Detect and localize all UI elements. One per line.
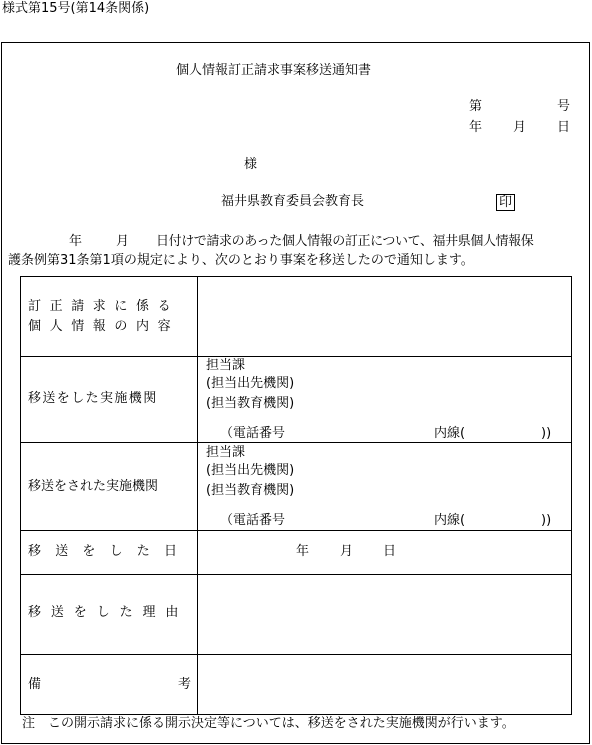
- table-divider: [20, 654, 572, 655]
- body-year: 年: [69, 234, 83, 249]
- row4-day: 日: [383, 544, 397, 559]
- number-dai: 第: [469, 99, 483, 114]
- body-text-line2: 護条例第31条第1項の規定により、次のとおり事案を移送したので通知します。: [8, 253, 474, 268]
- document-title: 個人情報訂正請求事案移送通知書: [176, 63, 372, 78]
- row3-branch: (担当出先機関): [206, 463, 295, 478]
- row2-dept: 担当課: [206, 358, 246, 373]
- table-border-right: [571, 276, 572, 715]
- sender-name: 福井県教育委員会教育長: [221, 194, 365, 209]
- date-month: 月: [513, 120, 527, 135]
- row6-label-right: 考: [178, 677, 192, 692]
- table-divider: [20, 442, 572, 443]
- number-go: 号: [557, 99, 571, 114]
- row3-extension-close: )): [541, 513, 552, 528]
- date-day: 日: [557, 120, 571, 135]
- table-border-top: [20, 276, 572, 277]
- row5-label: 移送をした理由: [28, 605, 189, 620]
- table-border-bottom: [20, 714, 572, 715]
- row6-label-left: 備: [28, 677, 42, 692]
- row2-label: 移送をした実施機関: [28, 391, 158, 406]
- row4-month: 月: [340, 544, 354, 559]
- form-number: 様式第15号(第14条関係): [2, 1, 150, 16]
- row2-extension-close: )): [541, 426, 552, 441]
- table-divider: [20, 574, 572, 575]
- table-divider: [20, 356, 572, 357]
- date-year: 年: [469, 120, 483, 135]
- table-column-divider: [197, 276, 198, 715]
- body-month: 月: [116, 234, 130, 249]
- row2-branch: (担当出先機関): [206, 376, 295, 391]
- row3-edu: (担当教育機関): [206, 483, 295, 498]
- table-border-left: [20, 276, 21, 715]
- row1-label-line1: 訂正請求に係る: [28, 299, 180, 314]
- table-divider: [20, 530, 572, 531]
- row2-phone: （電話番号: [220, 426, 286, 441]
- footer-note: 注 この開示請求に係る開示決定等については、移送をされた実施機関が行います。: [22, 716, 515, 731]
- row4-label: 移送をした日: [28, 544, 192, 559]
- row4-year: 年: [296, 544, 310, 559]
- seal-mark: 印: [496, 194, 515, 211]
- body-text-line1: 日付けで請求のあった個人情報の訂正について、福井県個人情報保: [156, 234, 534, 249]
- row3-label: 移送をされた実施機関: [28, 479, 159, 494]
- row3-extension: 内線(: [434, 513, 466, 528]
- row3-dept: 担当課: [206, 445, 246, 460]
- row2-edu: (担当教育機関): [206, 396, 295, 411]
- row2-extension: 内線(: [434, 426, 466, 441]
- addressee-suffix: 様: [244, 157, 258, 172]
- row1-label-line2: 個人情報の内容: [28, 319, 180, 334]
- row3-phone: （電話番号: [220, 513, 286, 528]
